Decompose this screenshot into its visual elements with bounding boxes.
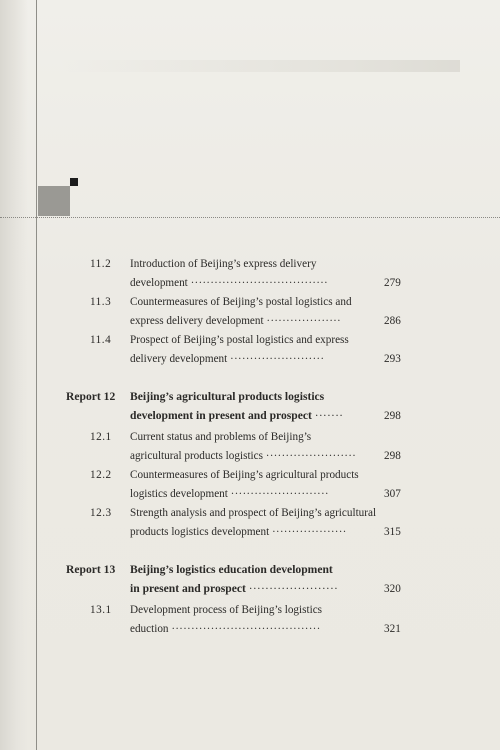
toc-entry-number: 11.2	[90, 258, 112, 270]
header-band	[60, 60, 460, 72]
report-title-cont: in present and prospect ······················	[130, 582, 339, 595]
gutter-line	[36, 0, 37, 750]
toc-entry-title: Current status and problems of Beijing’s	[130, 431, 312, 443]
toc-entry-number: 12.2	[90, 469, 112, 481]
toc-entry-number: 11.4	[90, 334, 112, 346]
toc-entry-title: Strength analysis and prospect of Beijing’s agricultural	[130, 507, 377, 519]
report-label: Report 12	[66, 390, 116, 403]
toc-entry-number: 13.1	[90, 604, 112, 616]
toc-page-number: 286	[384, 315, 401, 327]
report-title: Beijing’s agricultural products logistics	[130, 390, 325, 403]
dot-leader: ···································	[190, 277, 328, 289]
dot-leader: ······································	[171, 623, 321, 635]
toc-page-number: 293	[384, 353, 401, 365]
toc-entry-title: Development process of Beijing’s logistics	[130, 604, 323, 616]
toc-page-number: 315	[384, 526, 401, 538]
dot-leader: ···················	[266, 315, 341, 327]
report-title-cont: development in present and prospect ·······	[130, 409, 344, 422]
toc-page-number: 298	[384, 450, 401, 462]
toc-entry-title: Countermeasures of Beijing’s agricultural products	[130, 469, 359, 481]
toc-entry-title: Introduction of Beijing’s express delivery	[130, 258, 317, 270]
toc-entry-title-cont: agricultural products logistics ·······················	[130, 450, 357, 462]
dot-leader: ···················	[272, 526, 347, 538]
dot-leader: ·······	[314, 409, 344, 422]
page-corner-dot	[70, 178, 78, 186]
toc-page-number: 321	[384, 623, 401, 635]
toc-entry-title-cont: products logistics development ···················	[130, 526, 347, 538]
dotted-rule	[0, 217, 500, 218]
dot-leader: ·························	[230, 488, 329, 500]
dot-leader: ·······················	[265, 450, 357, 462]
dot-leader: ························	[230, 353, 325, 365]
toc-entry-number: 11.3	[90, 296, 112, 308]
page-corner-mark	[38, 186, 70, 216]
toc-entry-number: 12.1	[90, 431, 112, 443]
toc-page-number: 279	[384, 277, 401, 289]
report-label: Report 13	[66, 563, 116, 576]
toc-page-number: 307	[384, 488, 401, 500]
binding-edge	[0, 0, 28, 750]
toc-page-number: 298	[384, 410, 401, 422]
toc-entry-title: Prospect of Beijing’s postal logistics and express	[130, 334, 349, 346]
toc-entry-title-cont: eduction ······································	[130, 623, 321, 635]
toc-entry-title-cont: delivery development ························	[130, 353, 325, 365]
toc-page-number: 320	[384, 583, 401, 595]
report-title: Beijing’s logistics education development	[130, 563, 333, 576]
toc-entry-title-cont: express delivery development ···················	[130, 315, 341, 327]
toc-entry-title-cont: development ···································	[130, 277, 328, 289]
dot-leader: ······················	[248, 582, 339, 595]
toc-entry-title-cont: logistics development ·························	[130, 488, 329, 500]
toc-entry-number: 12.3	[90, 507, 112, 519]
toc-entry-title: Countermeasures of Beijing’s postal logistics and	[130, 296, 352, 308]
